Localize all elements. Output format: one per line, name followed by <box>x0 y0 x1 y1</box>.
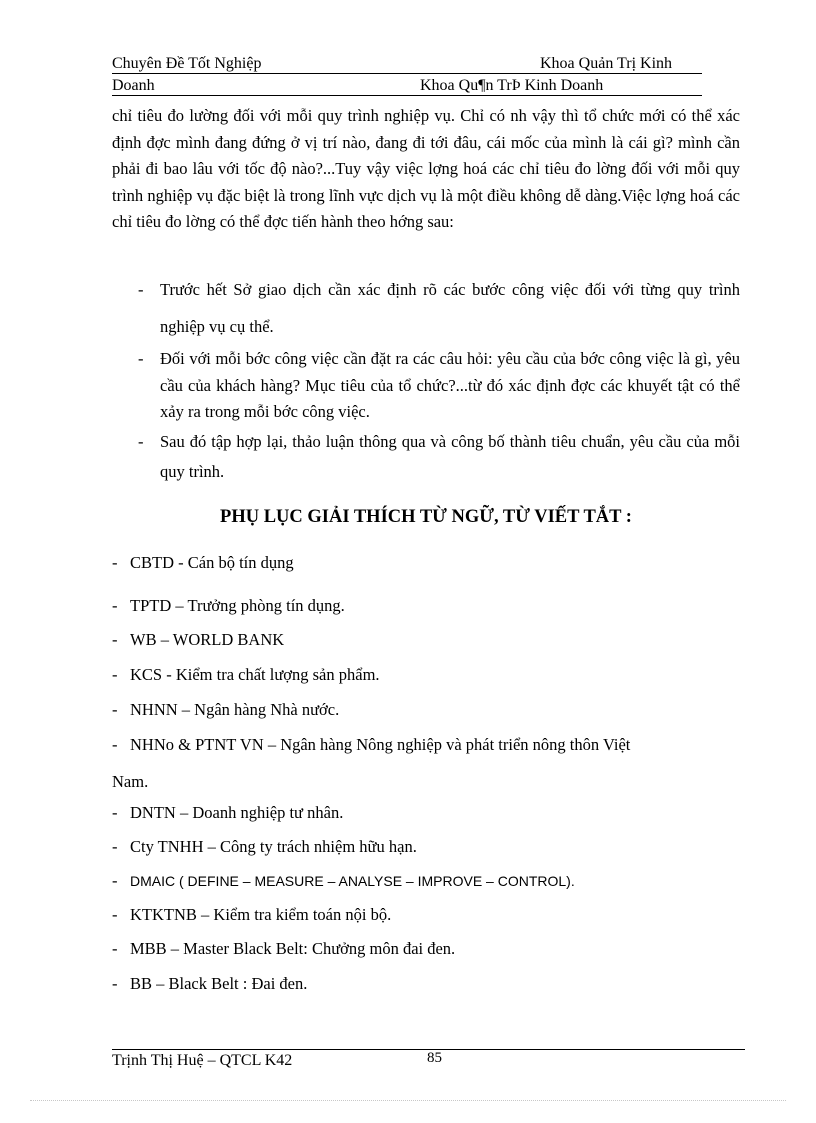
bullet-text: Sau đó tập hợp lại, thảo luận thông qua và công bố thành tiêu chuẩn, yêu cầu của mỗi quy trình. <box>160 432 740 481</box>
bullet-text: Đối với mỗi bớc công việc cần đặt ra các câu hỏi: yêu cầu của bớc công việc là gì, yêu cầu của khách hàng? Mục tiêu của tổ chức?...từ đó xác định đợc các khuyết tật có thể xảy ra trong mỗi bớc công việc. <box>160 349 740 421</box>
item-marker: - <box>112 871 118 890</box>
item-text: WB – WORLD BANK <box>130 630 285 649</box>
item-marker: - <box>112 700 118 719</box>
item-marker: - <box>112 630 118 649</box>
list-item <box>112 974 307 994</box>
header-left-bottom: Doanh <box>112 77 155 94</box>
item-text: TPTD – Trưởng phòng tín dụng. <box>130 596 345 615</box>
list-item <box>112 596 345 616</box>
item-text: Nam. <box>112 772 149 791</box>
item-marker: - <box>112 905 118 924</box>
bullet-marker: - <box>138 432 144 451</box>
list-item <box>112 939 455 959</box>
bullet-marker: - <box>138 280 144 299</box>
list-item <box>112 346 740 426</box>
list-item <box>112 837 417 857</box>
item-marker: - <box>112 939 118 958</box>
page-bottom-dotted-border <box>30 1100 786 1101</box>
list-item <box>112 700 339 720</box>
item-text: Cty TNHH – Công ty trách nhiệm hữu hạn. <box>130 837 417 856</box>
item-marker: - <box>112 596 118 615</box>
item-marker: - <box>112 735 118 754</box>
item-text: MBB – Master Black Belt: Chưởng môn đai đen. <box>130 939 456 958</box>
page-number: 85 <box>427 1050 442 1066</box>
list-item <box>112 427 740 487</box>
item-text: BB – Black Belt : Đai đen. <box>130 974 308 993</box>
header-left-top: Chuyên Đề Tốt Nghiệp <box>112 55 262 72</box>
list-item <box>112 905 391 925</box>
header-right-top: Khoa Quản Trị Kinh <box>540 55 673 72</box>
intro-paragraph: chỉ tiêu đo lường đối với mỗi quy trình nghiệp vụ. Chỉ có nh vậy thì tổ chức mới có thể xác định đợc mình đang đứng ở vị trí nào, đang đi tới đâu, cái mốc của mình là cái gì? mình cần phải đi bao lâu với tốc độ nào?...Tuy vậy việc lợng hoá các chỉ tiêu đo lờng đối với mỗi quy trình nghiệp vụ đặc biệt là trong lĩnh vực dịch vụ là một điều không dễ dàng.Việc lợng hoá các chỉ tiêu đo lờng có thể đợc tiến hành theo hớng sau: <box>112 106 740 231</box>
list-item <box>112 553 294 573</box>
footer-author: Trịnh Thị Huệ – QTCL K42 <box>112 1052 293 1069</box>
list-item-continuation <box>112 772 148 792</box>
item-text: NHNo & PTNT VN – Ngân hàng Nông nghiệp và phát triển nông thôn Việt <box>130 735 631 754</box>
item-text: NHNN – Ngân hàng Nhà nước. <box>130 700 340 719</box>
item-text: CBTD - Cán bộ tín dụng <box>130 553 294 572</box>
item-marker: - <box>112 803 118 822</box>
item-text: KCS - Kiểm tra chất lượng sản phẩm. <box>130 665 380 684</box>
list-item <box>112 871 575 891</box>
item-text: DNTN – Doanh nghiệp tư nhân. <box>130 803 344 822</box>
list-item <box>112 665 380 685</box>
item-text: DMAIC ( DEFINE – MEASURE – ANALYSE – IMPROVE – CONTROL). <box>130 873 575 889</box>
header-underline-1 <box>112 73 702 74</box>
item-marker: - <box>112 837 118 856</box>
item-marker: - <box>112 665 118 684</box>
item-marker: - <box>112 974 118 993</box>
appendix-title: PHỤ LỤC GIẢI THÍCH TỪ NGỮ, TỪ VIẾT TẮT : <box>220 507 632 527</box>
list-item <box>112 735 630 755</box>
bullet-text: Trước hết Sở giao dịch cần xác định rõ các bước công việc đối với từng quy trình nghiệp vụ cụ thể. <box>160 280 740 336</box>
list-item <box>112 803 343 823</box>
header-underline-2 <box>112 95 702 96</box>
list-item <box>112 271 740 345</box>
header-right-bottom: Khoa Qu¶n TrÞ Kinh Doanh <box>420 77 604 94</box>
item-marker: - <box>112 553 118 572</box>
item-text: KTKTNB – Kiểm tra kiểm toán nội bộ. <box>130 905 392 924</box>
list-item <box>112 630 284 650</box>
bullet-marker: - <box>138 349 144 368</box>
